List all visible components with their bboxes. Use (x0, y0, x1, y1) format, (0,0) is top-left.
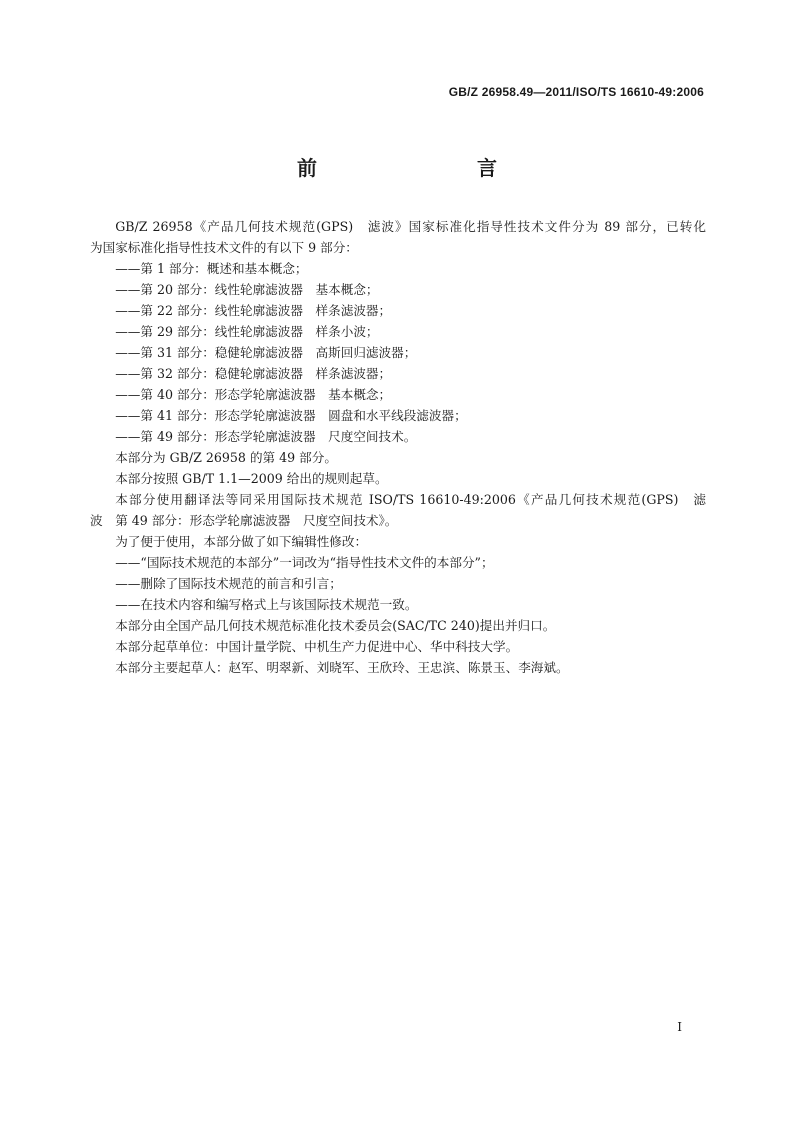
standard-code-header: GB/Z 26958.49—2011/ISO/TS 16610-49:2006 (448, 85, 704, 99)
paragraph-2: 本部分为 GB/Z 26958 的第 49 部分。 (115, 450, 337, 465)
paragraph-7: 本部分起草单位：中国计量学院、中机生产力促进中心、华中科技大学。 (115, 639, 519, 654)
edit-list-item: ——“国际技术规范的本部分”一词改为“指导性技术文件的本部分”； (115, 555, 494, 570)
paragraph-4-line-2: 波 第 49 部分：形态学轮廓滤波器 尺度空间技术》。 (90, 513, 398, 528)
paragraph-6: 本部分由全国产品几何技术规范标准化技术委员会(SAC/TC 240)提出并归口。 (115, 618, 556, 633)
part-list-item: ——第 31 部分：稳健轮廓滤波器 高斯回归滤波器； (115, 345, 417, 360)
part-list-item: ——第 29 部分：线性轮廓滤波器 样条小波； (115, 324, 379, 339)
page-title: 前 言 (297, 156, 537, 180)
part-list-item: ——第 1 部分：概述和基本概念； (115, 261, 308, 276)
paragraph-1-line-2: 为国家标准化指导性技术文件的有以下 9 部分： (90, 240, 358, 255)
part-list-item: ——第 40 部分：形态学轮廓滤波器 基本概念； (115, 387, 392, 402)
paragraph-8: 本部分主要起草人：赵军、明翠新、刘晓军、王欣玲、王忠滨、陈景玉、李海斌。 (115, 660, 569, 675)
paragraph-5: 为了便于使用，本部分做了如下编辑性修改： (115, 534, 368, 549)
part-list-item: ——第 32 部分：稳健轮廓滤波器 样条滤波器； (115, 366, 392, 381)
paragraph-4-line-1: 本部分使用翻译法等同采用国际技术规范 ISO/TS 16610-49:2006《产品几何技术规范(GPS) 滤 (115, 492, 706, 507)
part-list-item: ——第 22 部分：线性轮廓滤波器 样条滤波器； (115, 303, 392, 318)
paragraph-3: 本部分按照 GB/T 1.1—2009 给出的规则起草。 (115, 471, 388, 486)
paragraph-1-line-1: GB/Z 26958《产品几何技术规范(GPS) 滤波》国家标准化指导性技术文件分为 89 部分，已转化 (115, 219, 706, 234)
edit-list-item: ——在技术内容和编写格式上与该国际技术规范一致。 (115, 597, 418, 612)
page-number: I (677, 1020, 682, 1034)
part-list-item: ——第 20 部分：线性轮廓滤波器 基本概念； (115, 282, 379, 297)
edit-list-item: ——删除了国际技术规范的前言和引言； (115, 576, 342, 591)
foreword-body (90, 216, 706, 678)
part-list-item: ——第 41 部分：形态学轮廓滤波器 圆盘和水平线段滤波器； (115, 408, 467, 423)
part-list-item: ——第 49 部分：形态学轮廓滤波器 尺度空间技术。 (115, 429, 417, 444)
